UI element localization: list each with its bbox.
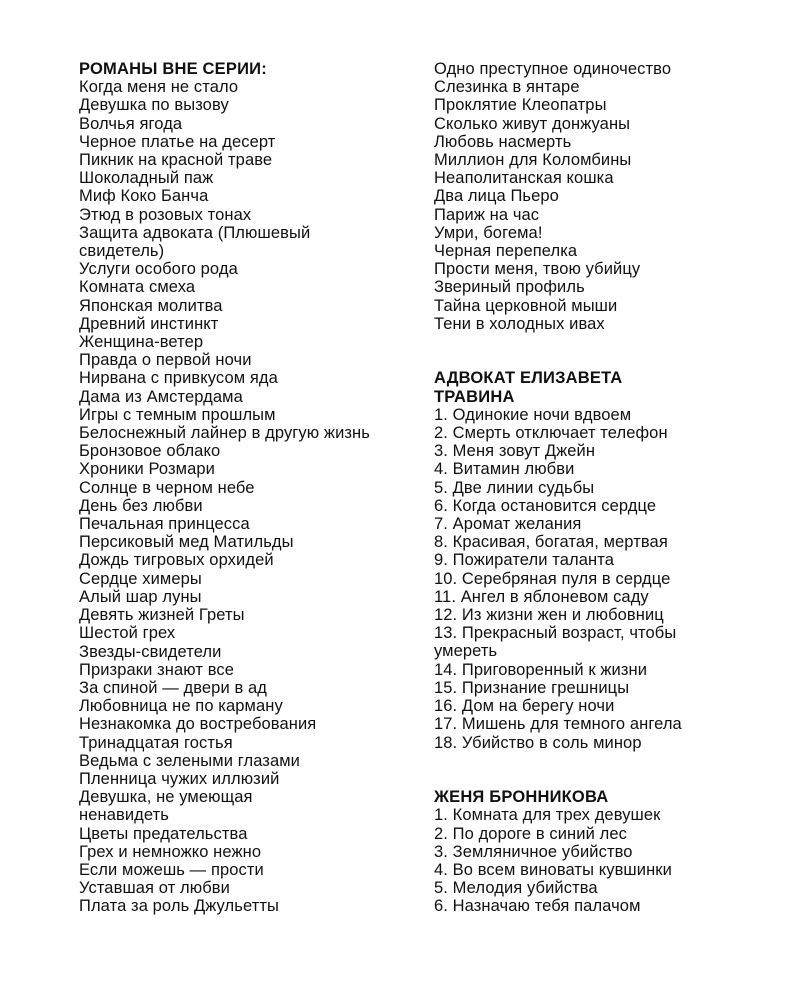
list-item: 7. Аромат желания xyxy=(434,515,582,534)
list-item: Правда о первой ночи xyxy=(79,351,252,370)
list-item: Два лица Пьеро xyxy=(434,187,559,206)
list-item: Комната смеха xyxy=(79,278,196,297)
list-item: Черное платье на десерт xyxy=(79,132,276,151)
list-item: Белоснежный лайнер в другую жизнь xyxy=(79,424,370,443)
list-item: Дама из Амстердама xyxy=(79,387,243,406)
list-item: 5. Мелодия убийства xyxy=(434,879,598,898)
list-item: День без любви xyxy=(79,496,203,515)
list-item: Одно преступное одиночество xyxy=(434,60,672,78)
travina-series-list xyxy=(434,406,774,752)
list-item: Нирвана с привкусом яда xyxy=(79,369,278,388)
travina-series-heading: АДВОКАТ ЕЛИЗАВЕТА ТРАВИНА xyxy=(434,369,623,406)
section-gap xyxy=(434,333,774,369)
list-item: Шоколадный паж xyxy=(79,169,214,188)
list-item: Дождь тигровых орхидей xyxy=(79,551,274,570)
list-item: Печальная принцесса xyxy=(79,515,250,534)
list-item: Звезды-свидетели xyxy=(79,642,222,661)
list-item: Если можешь — прости xyxy=(79,860,264,879)
left-column xyxy=(79,60,409,916)
list-item: Защита адвоката (Плюшевый свидетель) xyxy=(79,223,311,261)
list-item: Тени в холодных ивах xyxy=(434,314,605,333)
list-item: Древний инстинкт xyxy=(79,314,219,333)
list-item: Любовь насмерть xyxy=(434,132,572,151)
list-item: Японская молитва xyxy=(79,296,223,315)
list-item: 18. Убийство в соль минор xyxy=(434,733,642,752)
list-item: Незнакомка до востребования xyxy=(79,715,317,734)
list-item: 3. Меня зовут Джейн xyxy=(434,442,596,461)
list-item: Миллион для Коломбины xyxy=(434,151,632,170)
list-item: Неаполитанская кошка xyxy=(434,169,614,188)
list-item: Призраки знают все xyxy=(79,660,235,679)
list-item: 13. Прекрасный возраст, чтобы умереть xyxy=(434,624,677,661)
list-item: Персиковый мед Матильды xyxy=(79,533,294,552)
list-item: Пленница чужих иллюзий xyxy=(79,769,280,788)
list-item: Хроники Розмари xyxy=(79,460,215,479)
list-item: Париж на час xyxy=(434,205,540,224)
list-item: 2. Смерть отключает телефон xyxy=(434,424,668,443)
list-item: Прости меня, твою убийцу xyxy=(434,260,641,279)
list-item: 4. Витамин любви xyxy=(434,460,575,479)
list-item: 14. Приговоренный к жизни xyxy=(434,660,648,679)
list-item: 3. Земляничное убийство xyxy=(434,842,633,861)
list-item: Грех и немножко нежно xyxy=(79,842,262,861)
list-item: 16. Дом на берегу ночи xyxy=(434,697,615,716)
list-item: Черная перепелка xyxy=(434,242,578,261)
list-item: Женщина-ветер xyxy=(79,333,204,352)
list-item: 6. Когда остановится сердце xyxy=(434,496,657,515)
list-item: 17. Мишень для темного ангела xyxy=(434,715,682,734)
list-item: Девять жизней Греты xyxy=(79,606,245,625)
section-gap xyxy=(434,752,774,788)
standalone-novels-list xyxy=(79,78,409,915)
list-item: 15. Признание грешницы xyxy=(434,678,630,697)
list-item: За спиной — двери в ад xyxy=(79,678,268,697)
list-item: Слезинка в янтаре xyxy=(434,78,580,97)
list-item: 1. Комната для трех девушек xyxy=(434,806,661,825)
list-item: Звериный профиль xyxy=(434,278,585,297)
list-item: 2. По дороге в синий лес xyxy=(434,824,627,843)
list-item: Цветы предательства xyxy=(79,824,248,843)
list-item: Волчья ягода xyxy=(79,114,183,133)
list-item: Шестой грех xyxy=(79,624,176,643)
list-item: 12. Из жизни жен и любовниц xyxy=(434,606,664,625)
standalone-novels-continued-list xyxy=(434,60,774,333)
list-item: 5. Две линии судьбы xyxy=(434,478,595,497)
standalone-novels-heading: РОМАНЫ ВНЕ СЕРИИ: xyxy=(79,60,267,78)
list-item: Когда меня не стало xyxy=(79,78,239,97)
list-item: Плата за роль Джульетты xyxy=(79,897,279,916)
list-item: 11. Ангел в яблоневом саду xyxy=(434,587,649,606)
list-item: Сколько живут донжуаны xyxy=(434,114,631,133)
list-item: 6. Назначаю тебя палачом xyxy=(434,897,641,916)
list-item: Уставшая от любви xyxy=(79,879,230,898)
list-item: Тайна церковной мыши xyxy=(434,296,618,315)
list-item: 4. Во всем виноваты кувшинки xyxy=(434,860,672,879)
bronnikova-series-heading: ЖЕНЯ БРОННИКОВА xyxy=(434,788,609,807)
list-item: Любовница не по карману xyxy=(79,697,283,716)
list-item: Пикник на красной траве xyxy=(79,151,273,170)
right-column xyxy=(434,60,774,916)
list-item: Девушка, не умеющая ненавидеть xyxy=(79,788,253,825)
list-item: Этюд в розовых тонах xyxy=(79,205,252,224)
list-item: Тринадцатая гостья xyxy=(79,733,233,752)
list-item: Сердце химеры xyxy=(79,569,202,588)
list-item: 8. Красивая, богатая, мертвая xyxy=(434,533,668,552)
list-item: 10. Серебряная пуля в сердце xyxy=(434,569,671,588)
list-item: Умри, богема! xyxy=(434,223,543,242)
list-item: Алый шар луны xyxy=(79,587,202,606)
bronnikova-series-list xyxy=(434,806,774,915)
list-item: Солнце в черном небе xyxy=(79,478,255,497)
list-item: Ведьма с зелеными глазами xyxy=(79,751,300,770)
list-item: 9. Пожиратели таланта xyxy=(434,551,614,570)
list-item: Миф Коко Банча xyxy=(79,187,209,206)
list-item: Бронзовое облако xyxy=(79,442,221,461)
list-item: 1. Одинокие ночи вдвоем xyxy=(434,405,632,424)
list-item: Девушка по вызову xyxy=(79,96,229,115)
list-item: Проклятие Клеопатры xyxy=(434,96,607,115)
list-item: Игры с темным прошлым xyxy=(79,405,276,424)
list-item: Услуги особого рода xyxy=(79,260,238,279)
